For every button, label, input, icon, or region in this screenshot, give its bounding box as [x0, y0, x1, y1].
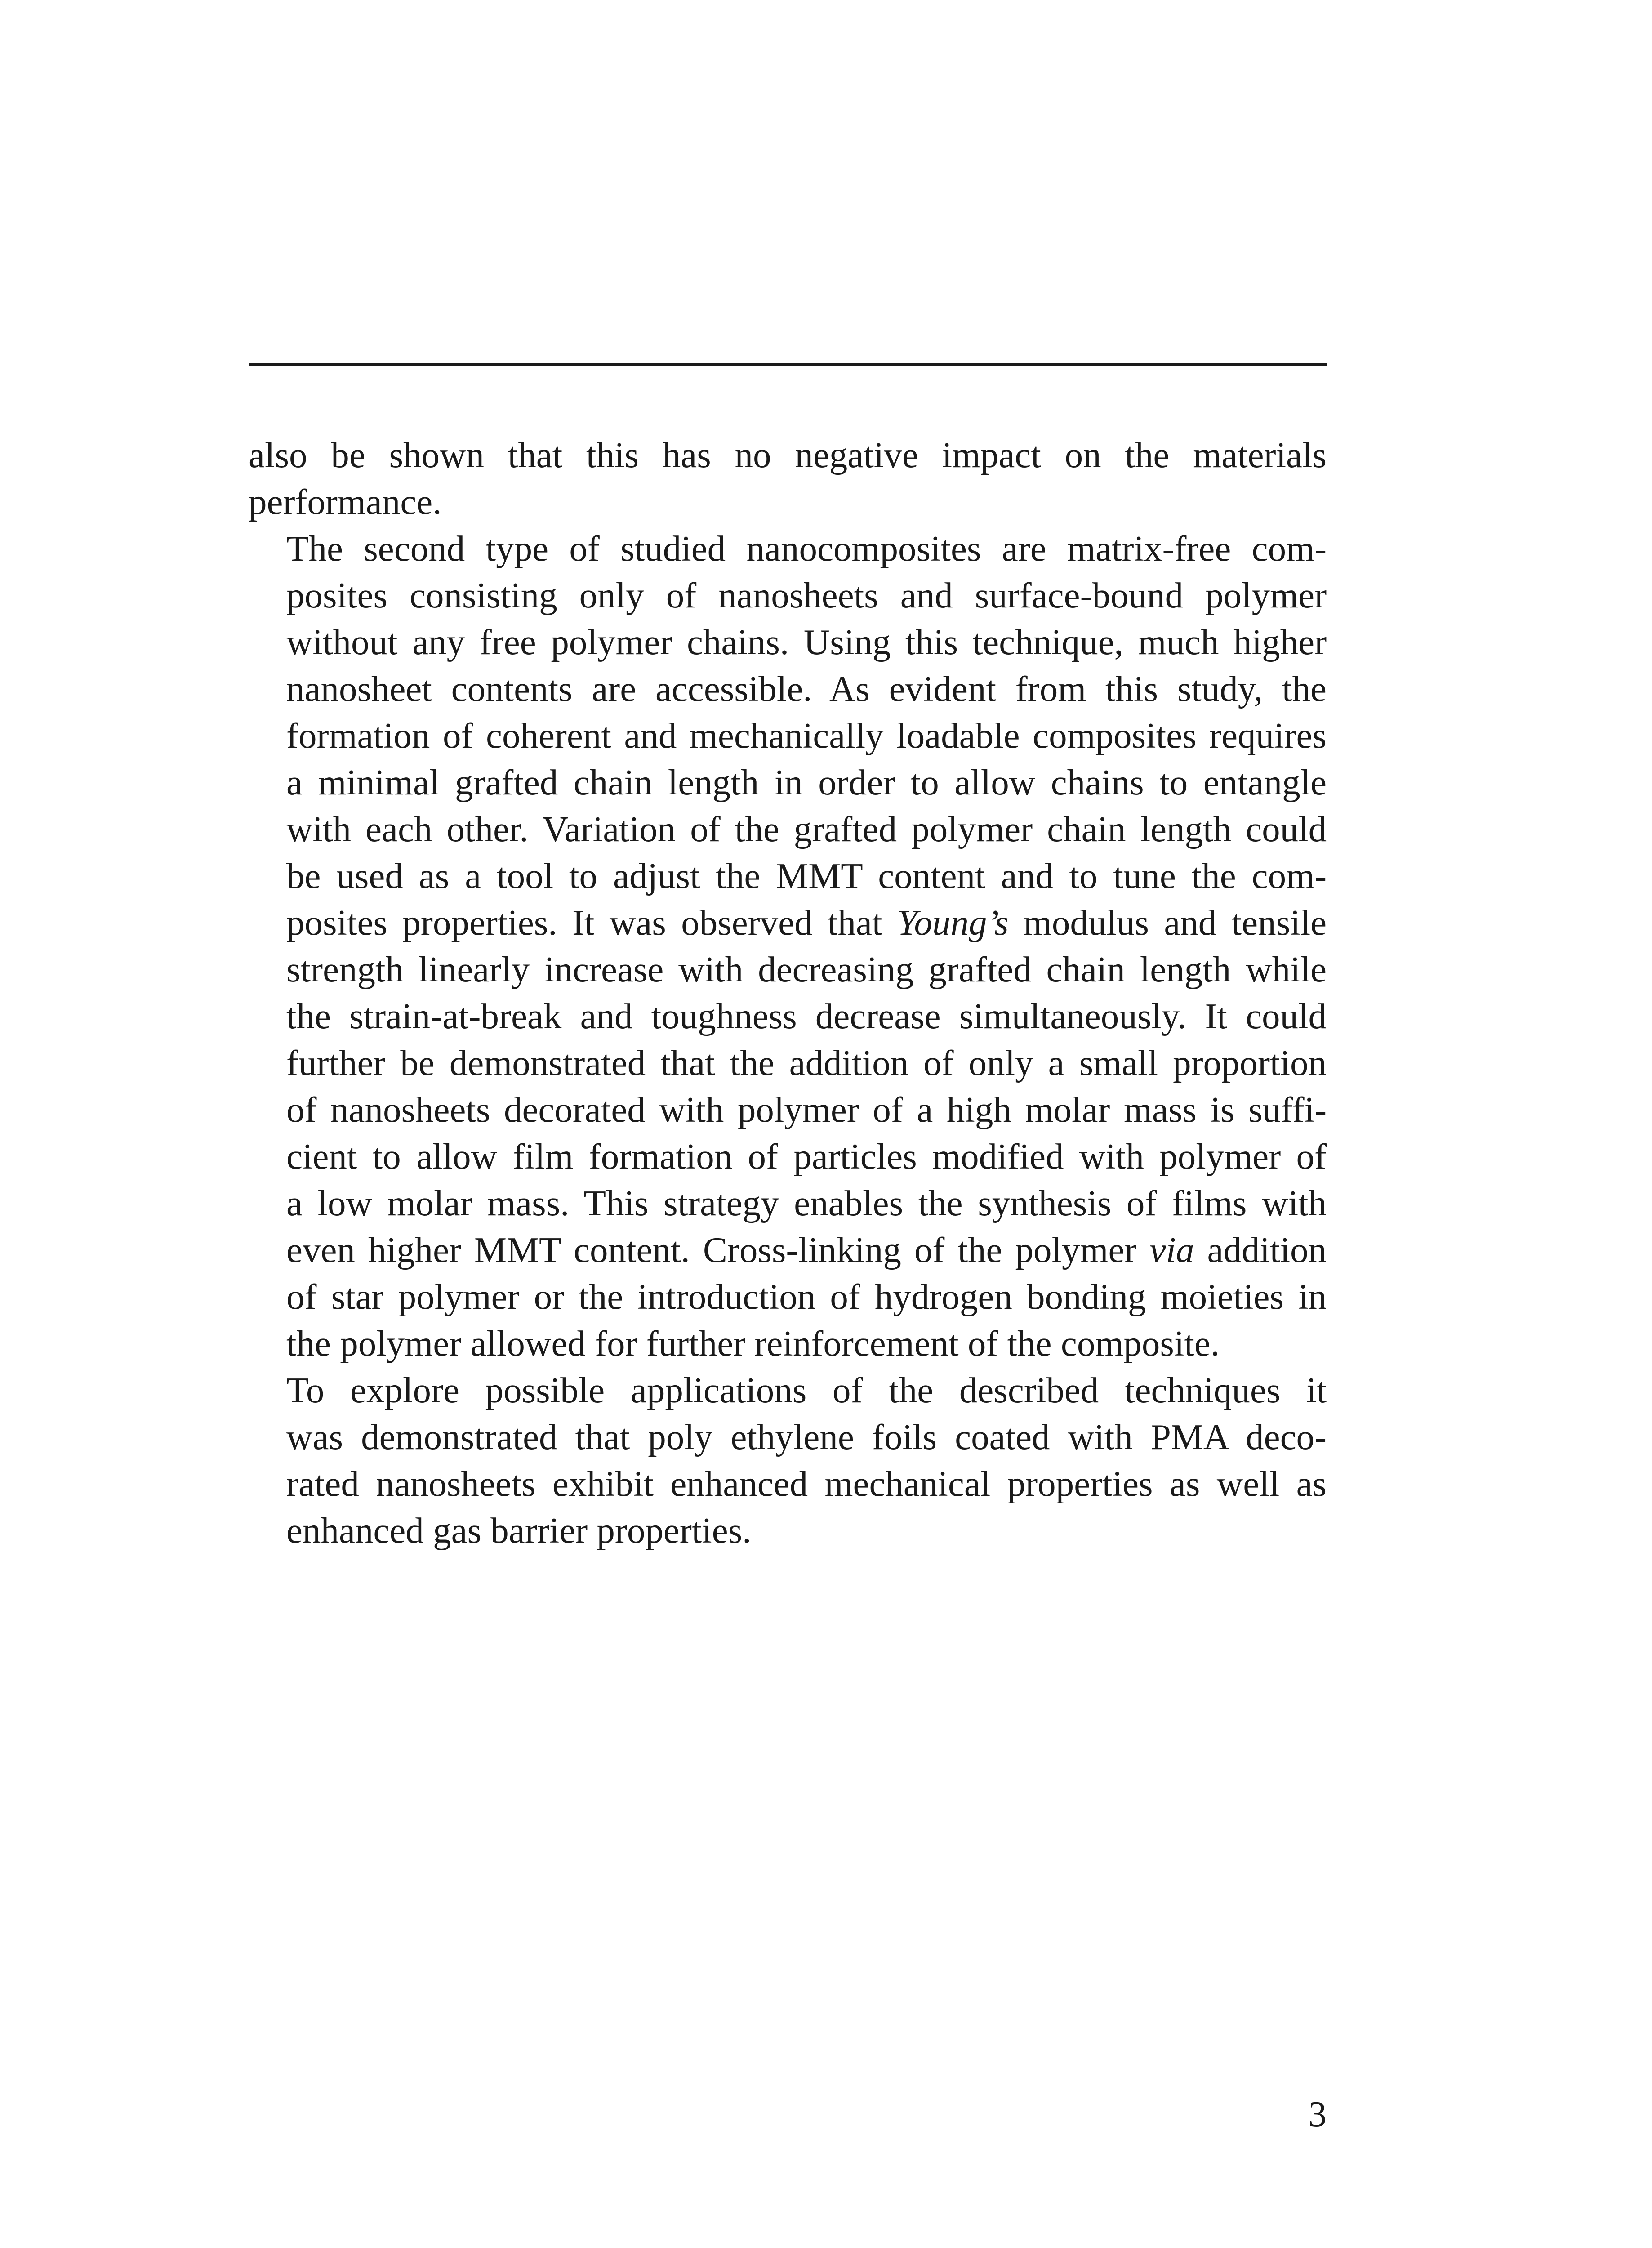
- text-line: be used as a tool to adjust the MMT content and to tune the com-: [286, 856, 1327, 896]
- text-line: of nanosheets decorated with polymer of a high molar mass is suffi-: [286, 1089, 1327, 1130]
- page-number: 3: [1308, 2094, 1327, 2134]
- text-line: the polymer allowed for further reinforcement of the composite.: [286, 1323, 1220, 1364]
- header-rule: [249, 363, 1327, 366]
- text-line: even higher MMT content. Cross-linking of the polymer via addition: [286, 1230, 1327, 1270]
- text-line: strength linearly increase with decreasing grafted chain length while: [286, 949, 1327, 990]
- text-line: cient to allow film formation of particles modified with polymer of: [286, 1136, 1327, 1177]
- text-line: also be shown that this has no negative impact on the materials: [249, 435, 1327, 475]
- text-line: rated nanosheets exhibit enhanced mechanical properties as well as: [286, 1463, 1327, 1504]
- text-line: nanosheet contents are accessible. As evident from this study, the: [286, 669, 1327, 709]
- paragraph: [249, 432, 1327, 525]
- text-line: a minimal grafted chain length in order to allow chains to entangle: [286, 762, 1327, 803]
- text-line: of star polymer or the introduction of hydrogen bonding moieties in: [286, 1276, 1327, 1317]
- text-line: To explore possible applications of the described techniques it: [286, 1370, 1327, 1410]
- text-line: performance.: [249, 482, 442, 522]
- text-line: formation of coherent and mechanically loadable composites requires: [286, 715, 1327, 756]
- body-text: [249, 432, 1327, 1554]
- paragraph: [249, 525, 1327, 1367]
- text-line: posites properties. It was observed that Young’s modulus and tensile: [286, 902, 1327, 943]
- text-line: was demonstrated that poly ethylene foils coated with PMA deco-: [286, 1417, 1327, 1457]
- text-line: with each other. Variation of the grafted polymer chain length could: [286, 809, 1327, 849]
- text-line: posites consisting only of nanosheets and surface-bound polymer: [286, 575, 1327, 616]
- text-line: enhanced gas barrier properties.: [286, 1510, 752, 1551]
- text-line: without any free polymer chains. Using this technique, much higher: [286, 622, 1327, 662]
- text-line: The second type of studied nanocomposites are matrix-free com-: [286, 528, 1327, 569]
- text-line: the strain-at-break and toughness decrease simultaneously. It could: [286, 996, 1327, 1036]
- text-line: a low molar mass. This strategy enables the synthesis of films with: [286, 1183, 1327, 1223]
- text-line: further be demonstrated that the addition of only a small proportion: [286, 1043, 1327, 1083]
- paragraph: [249, 1367, 1327, 1554]
